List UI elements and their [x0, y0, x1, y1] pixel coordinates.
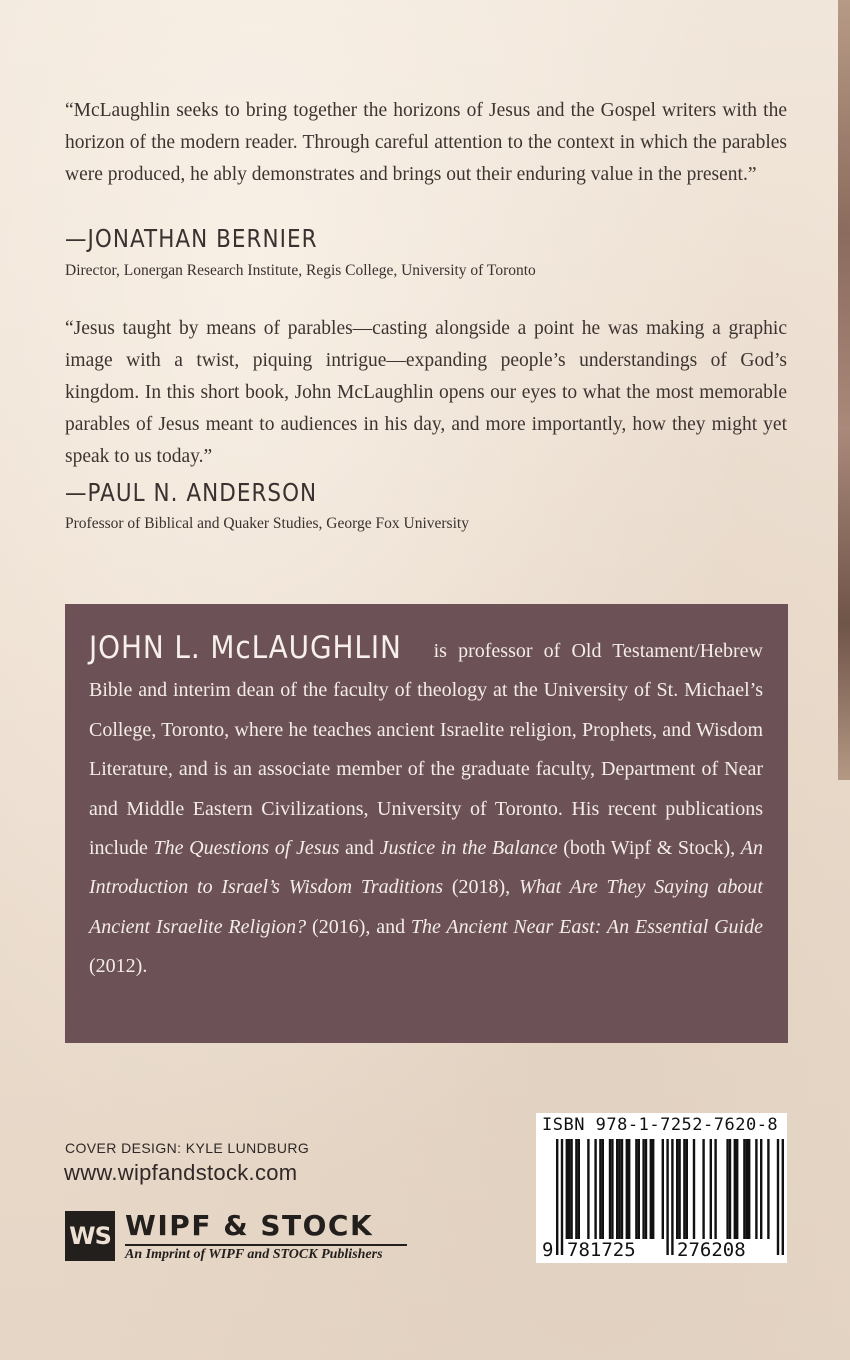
- barcode-bar: [594, 1139, 596, 1239]
- barcode-bar: [760, 1139, 762, 1239]
- barcode-bar: [578, 1139, 580, 1239]
- barcode-bar: [652, 1139, 654, 1239]
- isbn-label: ISBN 978-1-7252-7620-8: [542, 1115, 779, 1135]
- barcode-bar: [726, 1139, 728, 1239]
- author-bio-text: JOHN L. McLAUGHLIN is professor of Old Testament/Hebrew Bible and interim dean of the faculty of theology at the University of St. Michael’s College, Toronto, where he teaches ancient Israelite religion, Prophets, and Wisdom Literature, and is an associate member of the graduate faculty, Department of Near and Middle Eastern Civilizations, University of Toronto. His recent publications include The Questions of Jesus and Justice in the Balance (both Wipf & Stock), An Introduction to Israel’s Wisdom Traditions (2018), What Are They Saying about Ancient Israelite Religion? (2016), and The Ancient Near East: An Essential Guide (2012).: [89, 630, 763, 978]
- barcode-bar: [626, 1139, 628, 1239]
- cover-art-edge: [838, 0, 850, 780]
- barcode-bar: [609, 1139, 611, 1239]
- barcode-bar: [748, 1139, 750, 1239]
- barcode-bar: [662, 1139, 664, 1239]
- barcode-bar: [710, 1139, 712, 1239]
- publisher-tagline: An Imprint of WIPF and STOCK Publishers: [125, 1247, 383, 1262]
- publisher-name: WIPF & STOCK: [125, 1209, 374, 1242]
- barcode-bar: [645, 1139, 647, 1239]
- barcode-bar: [570, 1139, 572, 1239]
- barcode-digits: [536, 1239, 787, 1261]
- barcode-bar: [618, 1139, 620, 1239]
- barcode-bar: [638, 1139, 640, 1239]
- endorsement-affiliation-1: Director, Lonergan Research Institute, Regis College, University of Toronto: [65, 262, 536, 279]
- barcode-bar: [568, 1139, 570, 1239]
- barcode-bar: [743, 1139, 745, 1239]
- book-title: What Are They Saying about Ancient Israelite Religion?: [89, 876, 763, 938]
- endorsement-quote-1: “McLaughlin seeks to bring together the horizons of Jesus and the Gospel writers with the horizon of the modern reader. Through careful attention to the context in which the parables were produced, he ably demonstrates and brings out their enduring value in the present.”: [65, 100, 787, 185]
- book-title: The Ancient Near East: An Essential Guide: [410, 915, 763, 938]
- barcode-digit-group-left: 781725: [567, 1239, 636, 1261]
- barcode-bar: [693, 1139, 695, 1239]
- barcode-bar: [767, 1139, 769, 1239]
- barcode-bar: [686, 1139, 688, 1239]
- barcode-bar: [602, 1139, 604, 1239]
- barcode-bar: [755, 1139, 757, 1239]
- barcode-bar: [650, 1139, 652, 1239]
- barcode-bar: [777, 1139, 779, 1255]
- barcode-bar: [683, 1139, 685, 1239]
- book-title: Justice in the Balance: [379, 837, 558, 860]
- author-bio-box: [65, 604, 788, 1043]
- barcode-bar: [587, 1139, 589, 1239]
- logo-divider: [125, 1244, 407, 1246]
- barcode-bar: [746, 1139, 748, 1239]
- barcode-bar: [628, 1139, 630, 1239]
- barcode-bar: [666, 1139, 668, 1255]
- barcode-bar: [671, 1139, 673, 1255]
- book-title: An Introduction to Israel’s Wisdom Traditions: [89, 837, 763, 899]
- endorsement-quote-2: “Jesus taught by means of parables—casting alongside a point he was making a graphic image with a twist, piquing intrigue—expanding people’s understandings of God’s kingdom. In this short book, John McLaughlin opens our eyes to what the most memorable parables of Jesus meant to audiences in his day, and more importantly, how they might yet speak to us today.”: [65, 318, 787, 467]
- cover-design-credit: COVER DESIGN: KYLE LUNDBURG: [65, 1140, 310, 1156]
- barcode-bar: [561, 1139, 563, 1255]
- barcode-bar: [714, 1139, 716, 1239]
- publisher-logo: [65, 1211, 415, 1263]
- barcode-bar: [575, 1139, 577, 1239]
- barcode-digit-lead: 9: [542, 1239, 554, 1261]
- book-title: The Questions of Jesus: [153, 837, 340, 860]
- barcode-bar: [782, 1139, 784, 1255]
- barcode-bar: [599, 1139, 601, 1239]
- barcode-bar: [734, 1139, 736, 1239]
- ws-logo-icon: WS: [65, 1211, 115, 1261]
- barcode-bar: [566, 1139, 568, 1239]
- barcode-bar: [621, 1139, 623, 1239]
- publisher-website: www.wipfandstock.com: [64, 1160, 298, 1185]
- barcode-digit-group-right: 276208: [677, 1239, 746, 1261]
- isbn-barcode: [536, 1113, 787, 1263]
- barcode-bar: [642, 1139, 644, 1239]
- barcode-bar: [611, 1139, 613, 1239]
- author-bio-name: JOHN L. McLAUGHLIN: [89, 630, 402, 666]
- endorsement-author-2: —PAUL N. ANDERSON: [65, 478, 318, 507]
- barcode-bar: [729, 1139, 731, 1239]
- barcode-bar: [616, 1139, 618, 1239]
- endorsement-affiliation-2: Professor of Biblical and Quaker Studies, George Fox University: [65, 515, 469, 532]
- barcode-bar: [676, 1139, 678, 1239]
- barcode-bar: [678, 1139, 680, 1239]
- barcode-bar: [736, 1139, 738, 1239]
- endorsement-author-1: —JONATHAN BERNIER: [65, 224, 318, 253]
- barcode-bar: [702, 1139, 704, 1239]
- barcode-bar: [556, 1139, 558, 1255]
- barcode-bar: [635, 1139, 637, 1239]
